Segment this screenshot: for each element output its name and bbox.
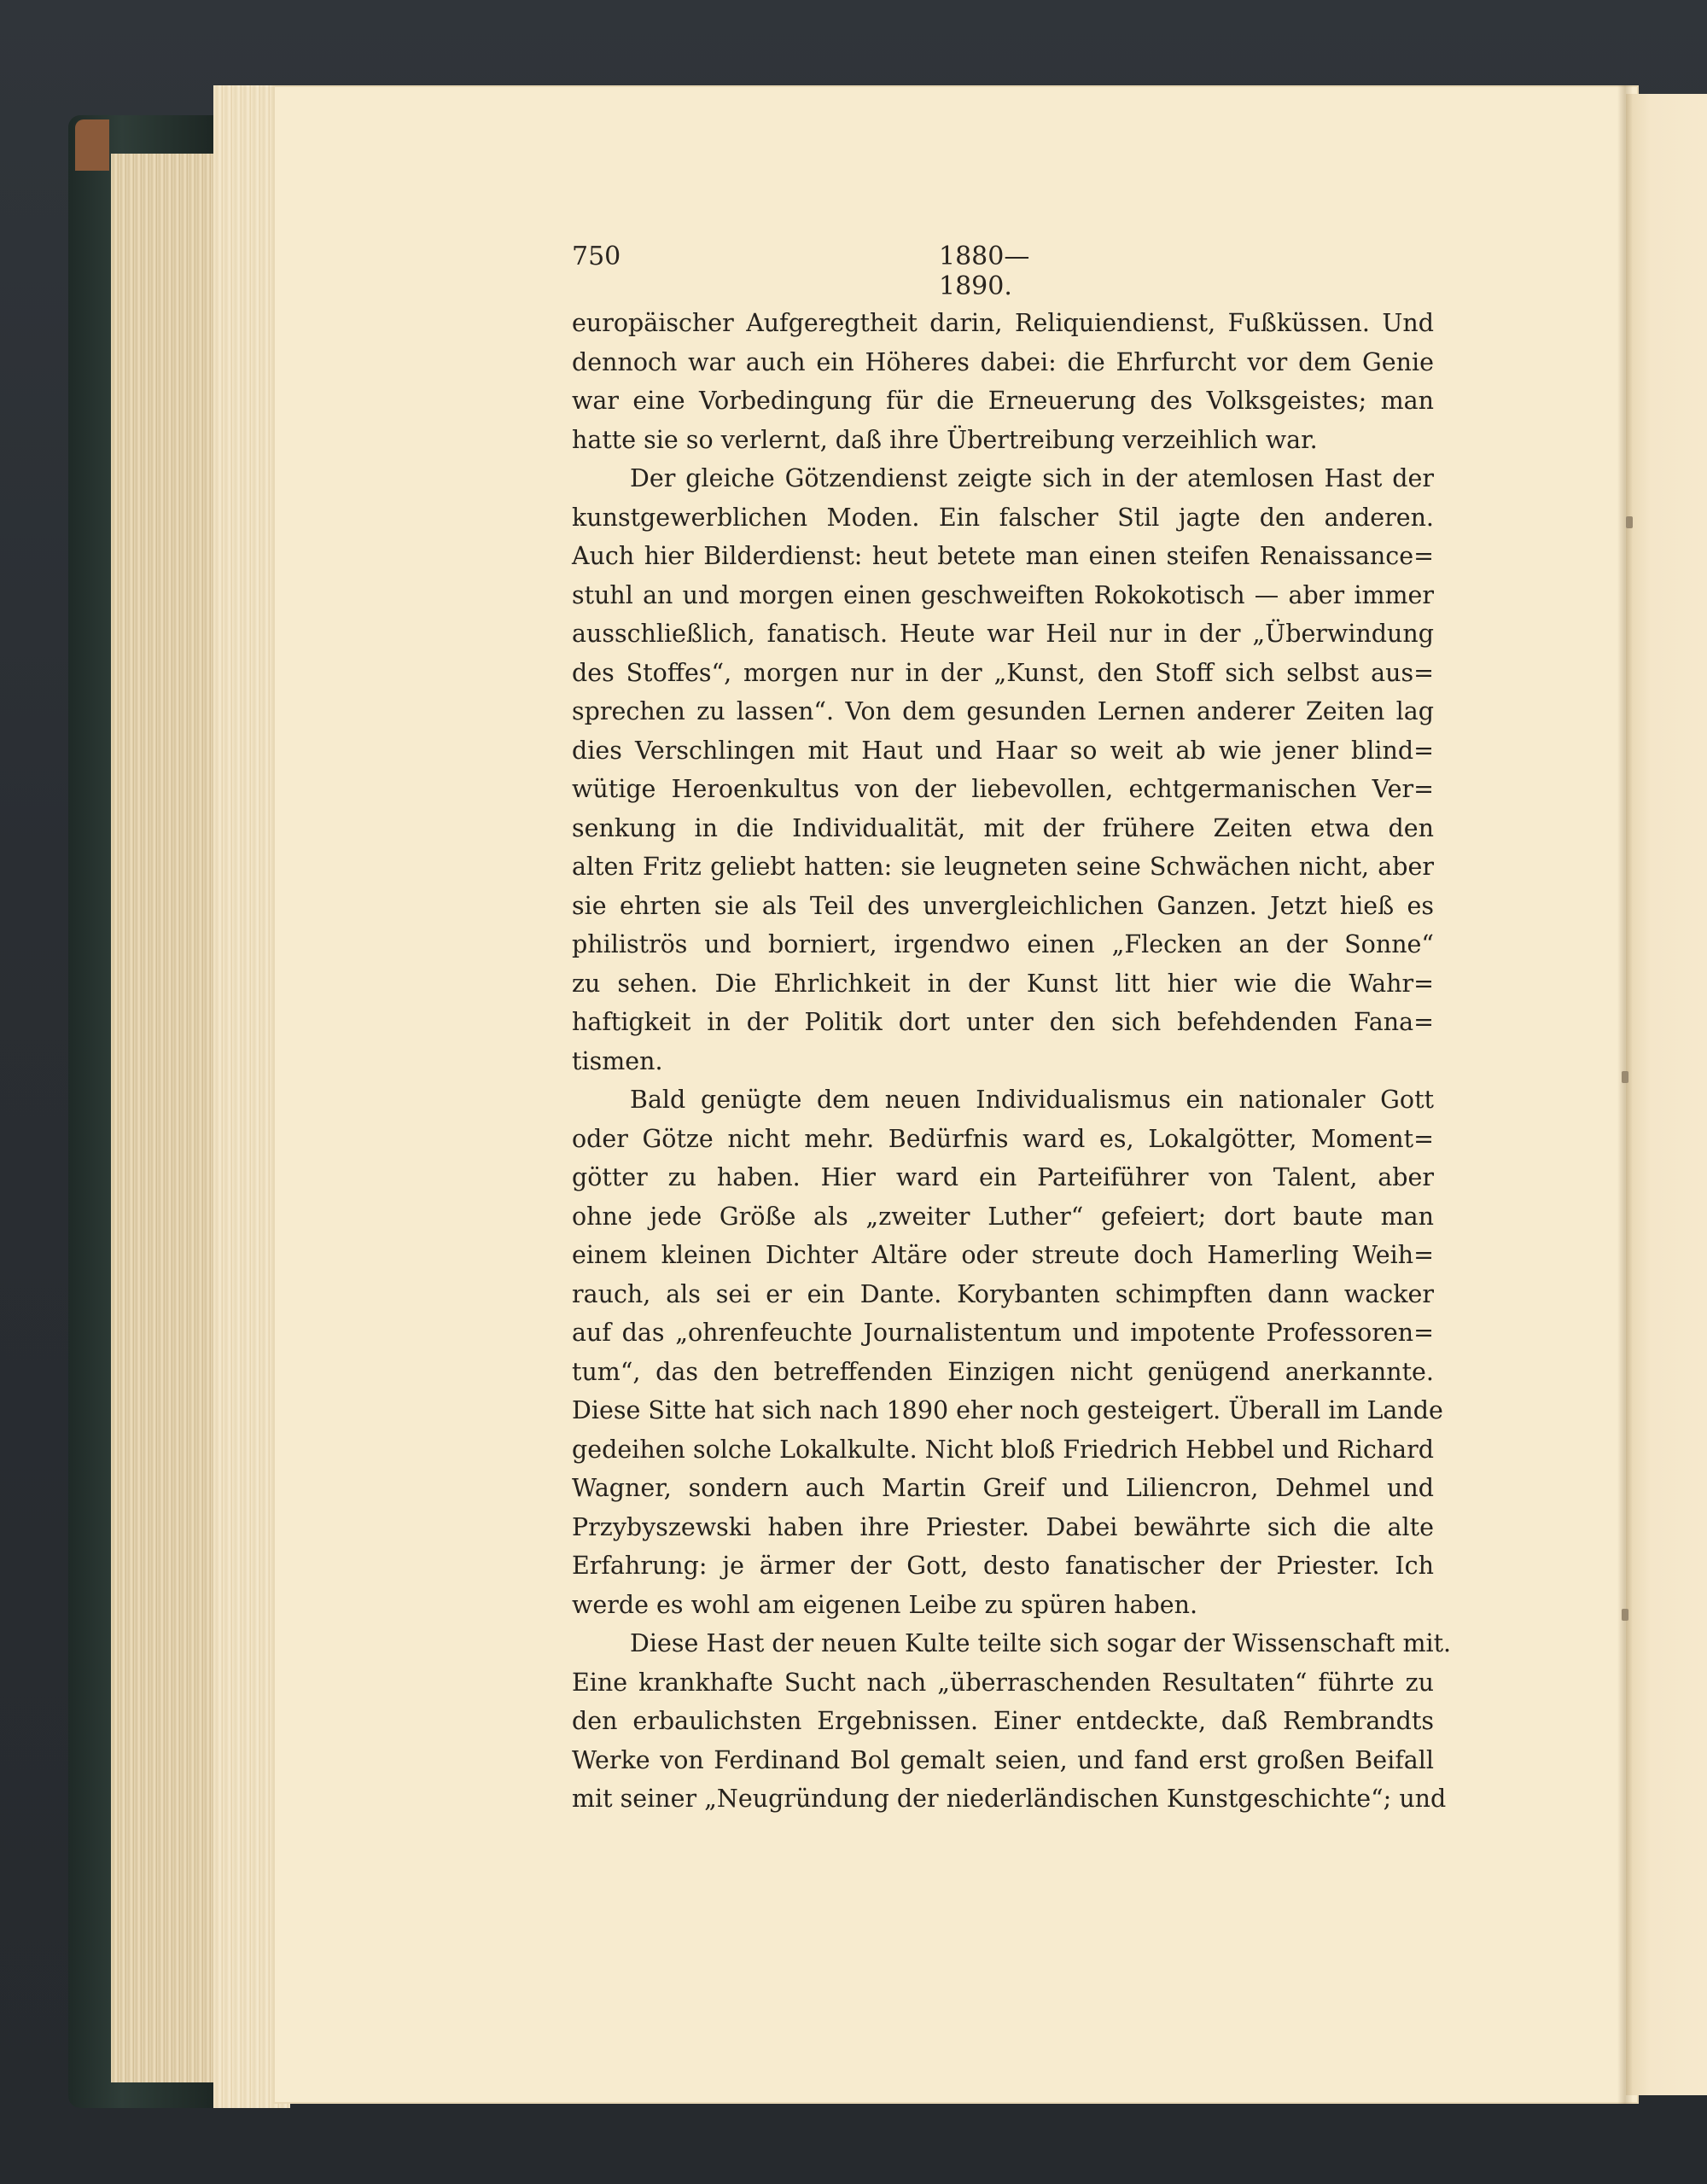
text-line: des Stoffes“, morgen nur in der „Kunst, den Stoff sich selbst aus= bbox=[572, 658, 1434, 687]
text-line: tismen. bbox=[572, 1046, 663, 1075]
text-line: Werke von Ferdinand Bol gemalt seien, und fand erst großen Beifall bbox=[572, 1745, 1434, 1774]
text-line: auf das „ohrenfeuchte Journalistentum und impotente Professoren= bbox=[572, 1319, 1434, 1347]
text-line: wütige Heroenkultus von der liebevollen, echtgermanischen Ver= bbox=[572, 775, 1434, 803]
text-line: ausschließlich, fanatisch. Heute war Heil nur in der „Überwindung bbox=[572, 620, 1434, 648]
text-line: sprechen zu lassen“. Von dem gesunden Lernen anderer Zeiten lag bbox=[572, 697, 1434, 725]
text-line: Przybyszewski haben ihre Priester. Dabei bewährte sich die alte bbox=[572, 1512, 1434, 1541]
text-line: Eine krankhafte Sucht nach „überraschenden Resultaten“ führte zu bbox=[572, 1668, 1434, 1697]
text-line: ohne jede Größe als „zweiter Luther“ gefeiert; dort baute man bbox=[572, 1202, 1434, 1231]
page-tab-mark bbox=[1626, 516, 1633, 528]
cover-corner bbox=[75, 119, 109, 171]
text-line: Wagner, sondern auch Martin Greif und Liliencron, Dehmel und bbox=[572, 1474, 1434, 1502]
page-tab-mark bbox=[1622, 1609, 1628, 1621]
page-edges-left bbox=[111, 154, 230, 2082]
text-line: tum“, das den betreffenden Einzigen nicht genügend anerkannte. bbox=[572, 1357, 1434, 1386]
text-line: Diese Sitte hat sich nach 1890 eher noch gesteigert. Überall im Lande bbox=[572, 1396, 1443, 1424]
page-tab-mark bbox=[1622, 1071, 1628, 1083]
page-gutter bbox=[1617, 85, 1633, 2104]
paragraph-start: Der gleiche Götzendienst zeigte sich in der atemlosen Hast der bbox=[630, 464, 1434, 492]
text-line: oder Götze nicht mehr. Bedürfnis ward es, Lokalgötter, Moment= bbox=[572, 1124, 1434, 1153]
text-line: werde es wohl am eigenen Leibe zu spüren haben. bbox=[572, 1590, 1197, 1619]
text-line: dennoch war auch ein Höheres dabei: die Ehrfurcht vor dem Genie bbox=[572, 347, 1434, 376]
text-line: alten Fritz geliebt hatten: sie leugneten seine Schwächen nicht, aber bbox=[572, 853, 1434, 881]
page-number: 750 bbox=[572, 242, 621, 271]
text-line: den erbaulichsten Ergebnissen. Einer entdeckte, daß Rembrandts bbox=[572, 1707, 1434, 1735]
text-line: sie ehrten sie als Teil des unvergleichlichen Ganzen. Jetzt hieß es bbox=[572, 891, 1434, 920]
facing-page bbox=[1626, 94, 1707, 2095]
text-line: europäischer Aufgeregtheit darin, Reliquiendienst, Fußküssen. Und bbox=[572, 309, 1434, 337]
page-header bbox=[572, 242, 1088, 301]
text-line: stuhl an und morgen einen geschweiften Rokokotisch — aber immer bbox=[572, 580, 1434, 609]
running-head: 1880—1890. bbox=[939, 242, 1030, 301]
text-line: dies Verschlingen mit Haut und Haar so weit ab wie jener blind= bbox=[572, 736, 1434, 765]
text-line: Auch hier Bilderdienst: heut betete man einen steifen Renaissance= bbox=[572, 542, 1434, 570]
body-text bbox=[572, 304, 1452, 1840]
text-line: götter zu haben. Hier ward ein Parteiführer von Talent, aber bbox=[572, 1163, 1434, 1191]
text-line: haftigkeit in der Politik dort unter den sich befehdenden Fana= bbox=[572, 1008, 1434, 1036]
text-line: war eine Vorbedingung für die Erneuerung des Volksgeistes; man bbox=[572, 387, 1434, 415]
paragraph-start: Diese Hast der neuen Kulte teilte sich sogar der Wissenschaft mit. bbox=[630, 1629, 1452, 1657]
text-line: zu sehen. Die Ehrlichkeit in der Kunst litt hier wie die Wahr= bbox=[572, 969, 1434, 998]
text-line: mit seiner „Neugründung der niederländischen Kunstgeschichte“; und bbox=[572, 1785, 1447, 1813]
text-line: einem kleinen Dichter Altäre oder streute doch Hamerling Weih= bbox=[572, 1241, 1434, 1269]
text-line: kunstgewerblichen Moden. Ein falscher Stil jagte den anderen. bbox=[572, 503, 1434, 532]
text-line: senkung in die Individualität, mit der frühere Zeiten etwa den bbox=[572, 813, 1434, 842]
text-line: gedeihen solche Lokalkulte. Nicht bloß Friedrich Hebbel und Richard bbox=[572, 1435, 1434, 1464]
text-line: philiströs und borniert, irgendwo einen „Flecken an der Sonne“ bbox=[572, 930, 1434, 958]
text-line: hatte sie so verlernt, daß ihre Übertreibung verzeihlich war. bbox=[572, 425, 1318, 454]
text-line: Erfahrung: je ärmer der Gott, desto fanatischer der Priester. Ich bbox=[572, 1552, 1434, 1580]
paragraph-start: Bald genügte dem neuen Individualismus ein nationaler Gott bbox=[630, 1086, 1434, 1114]
text-line: rauch, als sei er ein Dante. Korybanten schimpften dann wacker bbox=[572, 1279, 1434, 1308]
